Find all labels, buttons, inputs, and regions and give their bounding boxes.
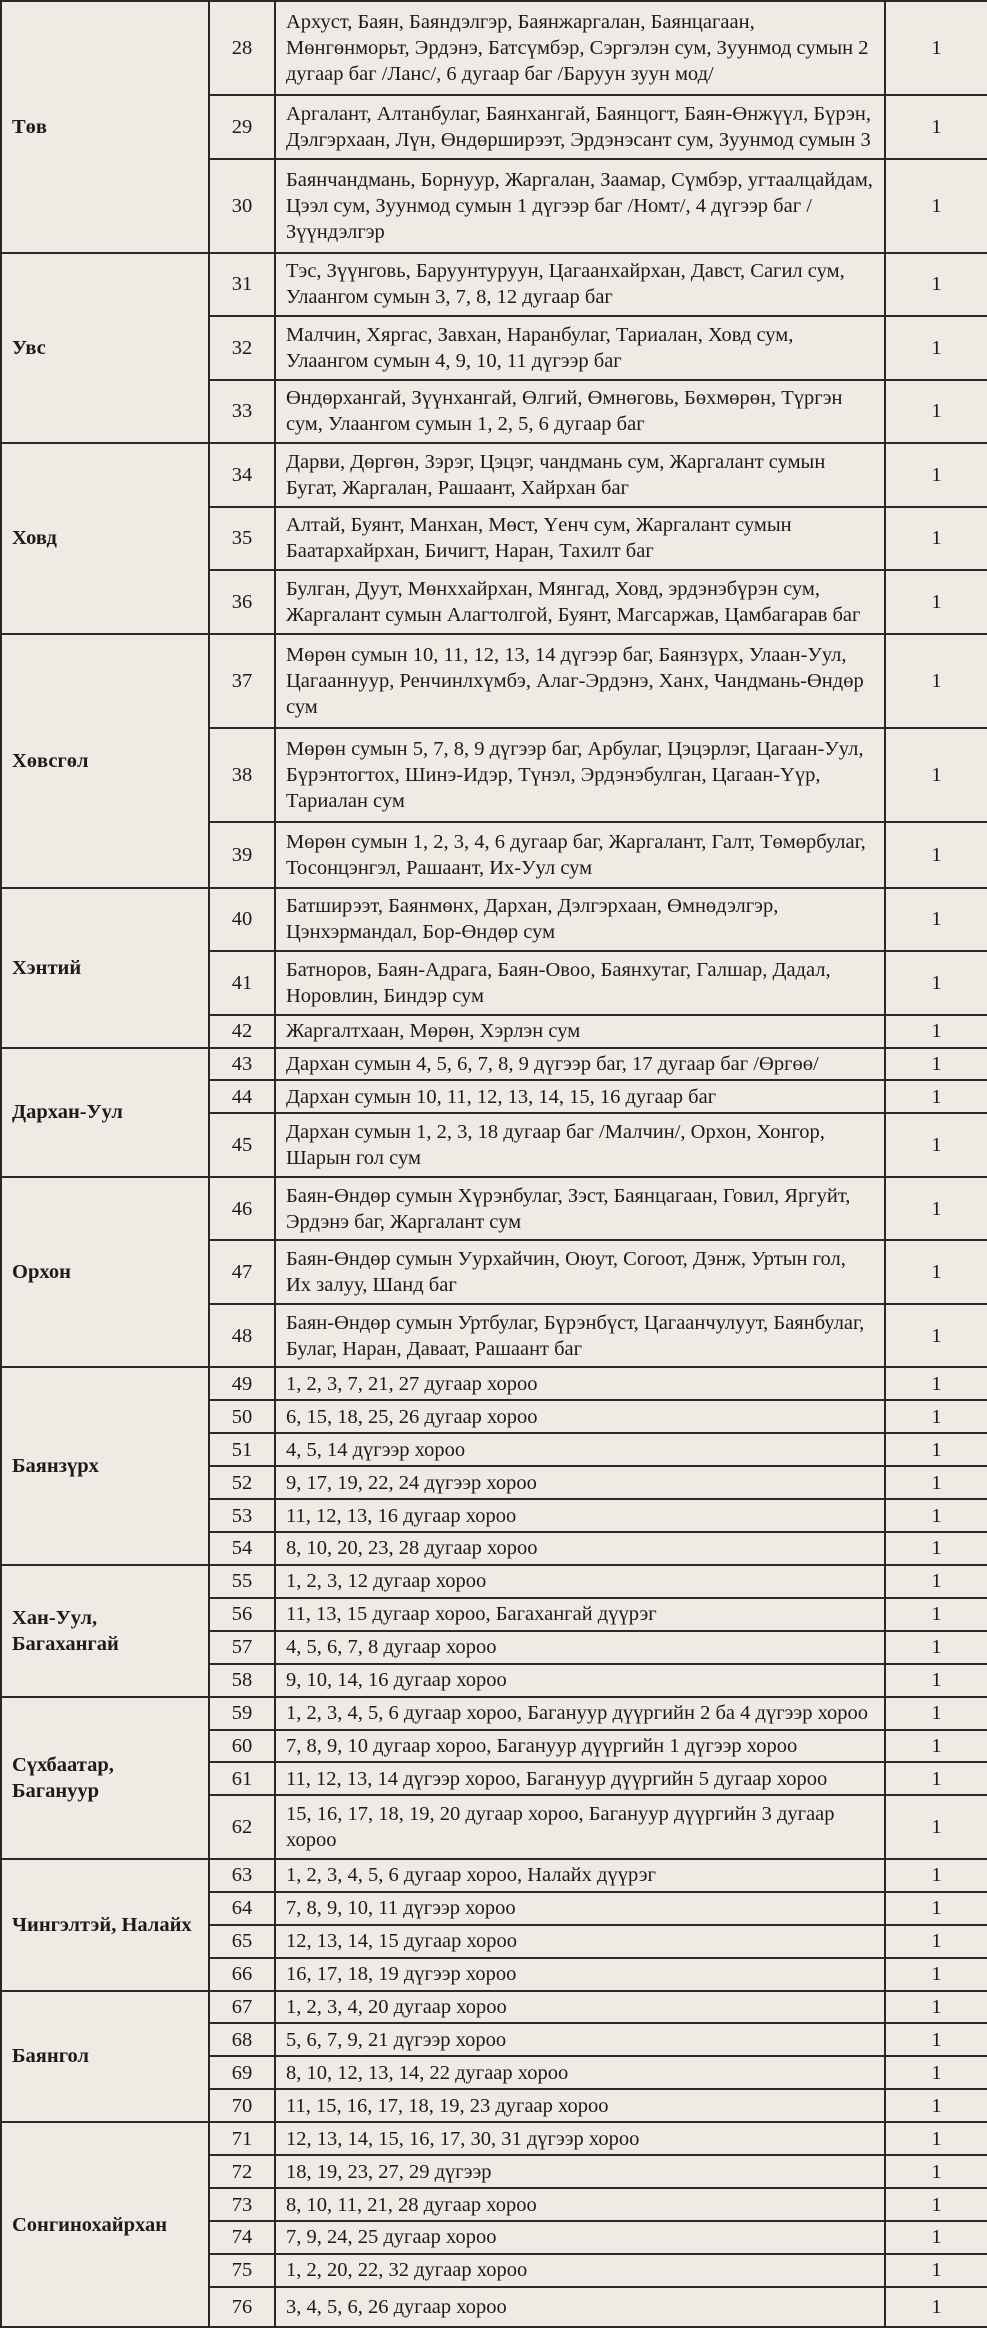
constituency-number-cell: 59	[209, 1697, 275, 1730]
seat-count-cell: 1	[885, 1762, 987, 1795]
area-description-cell: 1, 2, 3, 4, 20 дугаар хороо	[275, 1991, 885, 2024]
constituency-number-cell: 64	[209, 1892, 275, 1925]
area-description-cell: 11, 15, 16, 17, 18, 19, 23 дугаар хороо	[275, 2089, 885, 2122]
constituency-number-cell: 72	[209, 2155, 275, 2188]
area-description-cell: 12, 13, 14, 15, 16, 17, 30, 31 дүгээр хороо	[275, 2122, 885, 2155]
seat-count-cell: 1	[885, 1598, 987, 1631]
seat-count-cell: 1	[885, 253, 987, 317]
area-description-cell: 15, 16, 17, 18, 19, 20 дугаар хороо, Багануур дүүргийн 3 дугаар хороо	[275, 1795, 885, 1859]
area-description-cell: Баян-Өндөр сумын Уурхайчин, Оюут, Согоот, Дэнж, Уртын гол, Их залуу, Шанд баг	[275, 1240, 885, 1304]
seat-count-cell: 1	[885, 159, 987, 253]
area-description-cell: Дархан сумын 1, 2, 3, 18 дугаар баг /Малчин/, Орхон, Хонгор, Шарын гол сум	[275, 1113, 885, 1177]
seat-count-cell: 1	[885, 1730, 987, 1763]
seat-count-cell: 1	[885, 380, 987, 444]
area-description-cell: 1, 2, 3, 4, 5, 6 дугаар хороо, Налайх дүүрэг	[275, 1859, 885, 1892]
seat-count-cell: 1	[885, 1433, 987, 1466]
constituency-number-cell: 74	[209, 2221, 275, 2254]
area-description-cell: 9, 17, 19, 22, 24 дүгээр хороо	[275, 1466, 885, 1499]
seat-count-cell: 1	[885, 1697, 987, 1730]
constituency-number-cell: 57	[209, 1631, 275, 1664]
seat-count-cell: 1	[885, 570, 987, 634]
seat-count-cell: 1	[885, 2155, 987, 2188]
constituency-number-cell: 65	[209, 1925, 275, 1958]
area-description-cell: 4, 5, 14 дүгээр хороо	[275, 1433, 885, 1466]
area-description-cell: Батширээт, Баянмөнх, Дархан, Дэлгэрхаан, Өмнөдэлгэр, Цэнхэрмандал, Бор-Өндөр сум	[275, 888, 885, 952]
constituency-number-cell: 56	[209, 1598, 275, 1631]
area-description-cell: 7, 8, 9, 10 дугаар хороо, Багануур дүүргийн 1 дүгээр хороо	[275, 1730, 885, 1763]
constituency-number-cell: 75	[209, 2254, 275, 2287]
seat-count-cell: 1	[885, 1499, 987, 1532]
aimag-name-cell: Дархан-Уул	[1, 1048, 209, 1177]
constituency-number-cell: 47	[209, 1240, 275, 1304]
constituency-number-cell: 49	[209, 1367, 275, 1400]
constituency-number-cell: 68	[209, 2023, 275, 2056]
constituency-number-cell: 42	[209, 1015, 275, 1048]
seat-count-cell: 1	[885, 1565, 987, 1598]
constituency-number-cell: 76	[209, 2287, 275, 2327]
table-row	[1, 2122, 987, 2155]
constituency-number-cell: 52	[209, 1466, 275, 1499]
constituency-number-cell: 37	[209, 634, 275, 728]
area-description-cell: Малчин, Хяргас, Завхан, Наранбулаг, Тариалан, Ховд сум, Улаангом сумын 4, 9, 10, 11 дүгээр баг	[275, 316, 885, 380]
table-row	[1, 253, 987, 317]
area-description-cell: 12, 13, 14, 15 дугаар хороо	[275, 1925, 885, 1958]
constituency-number-cell: 39	[209, 822, 275, 888]
area-description-cell: 3, 4, 5, 6, 26 дугаар хороо	[275, 2287, 885, 2327]
table-row	[1, 1991, 987, 2024]
area-description-cell: Жаргалтхаан, Мөрөн, Хэрлэн сум	[275, 1015, 885, 1048]
constituency-number-cell: 31	[209, 253, 275, 317]
area-description-cell: 7, 8, 9, 10, 11 дүгээр хороо	[275, 1892, 885, 1925]
seat-count-cell: 1	[885, 1958, 987, 1991]
constituency-number-cell: 38	[209, 728, 275, 822]
seat-count-cell: 1	[885, 2089, 987, 2122]
area-description-cell: Мөрөн сумын 10, 11, 12, 13, 14 дүгээр баг, Баянзүрх, Улаан-Уул, Цагааннуур, Ренчинлхүмбэ, Алаг-Эрдэнэ, Ханх, Чандмань-Өндөр сум	[275, 634, 885, 728]
seat-count-cell: 1	[885, 1892, 987, 1925]
seat-count-cell: 1	[885, 1367, 987, 1400]
aimag-name-cell: Сонгинохайрхан	[1, 2122, 209, 2327]
area-description-cell: 4, 5, 6, 7, 8 дугаар хороо	[275, 1631, 885, 1664]
aimag-name-cell: Хөвсгөл	[1, 634, 209, 888]
aimag-name-cell: Баянзүрх	[1, 1367, 209, 1565]
area-description-cell: Баянчандмань, Борнуур, Жаргалан, Заамар, Сүмбэр, угтаалцайдам, Цээл сум, Зуунмод сумын 1 дүгээр баг /Номт/, 4 дүгээр баг / Зүүндэлгэр	[275, 159, 885, 253]
constituency-number-cell: 43	[209, 1048, 275, 1081]
area-description-cell: Дархан сумын 4, 5, 6, 7, 8, 9 дүгээр баг, 17 дугаар баг /Өргөө/	[275, 1048, 885, 1081]
area-description-cell: 8, 10, 12, 13, 14, 22 дугаар хороо	[275, 2056, 885, 2089]
seat-count-cell: 1	[885, 1925, 987, 1958]
table-row	[1, 1565, 987, 1598]
area-description-cell: 1, 2, 3, 4, 5, 6 дугаар хороо, Багануур дүүргийн 2 ба 4 дүгээр хороо	[275, 1697, 885, 1730]
constituency-number-cell: 28	[209, 1, 275, 95]
seat-count-cell: 1	[885, 1466, 987, 1499]
constituency-number-cell: 36	[209, 570, 275, 634]
area-description-cell: Тэс, Зүүнговь, Баруунтуруун, Цагаанхайрхан, Давст, Сагил сум, Улаангом сумын 3, 7, 8, 12 дугаар баг	[275, 253, 885, 317]
constituency-number-cell: 58	[209, 1664, 275, 1697]
seat-count-cell: 1	[885, 728, 987, 822]
seat-count-cell: 1	[885, 443, 987, 507]
seat-count-cell: 1	[885, 1015, 987, 1048]
seat-count-cell: 1	[885, 1991, 987, 2024]
constituency-number-cell: 30	[209, 159, 275, 253]
seat-count-cell: 1	[885, 1664, 987, 1697]
seat-count-cell: 1	[885, 2188, 987, 2221]
constituency-number-cell: 67	[209, 1991, 275, 2024]
area-description-cell: 1, 2, 3, 7, 21, 27 дугаар хороо	[275, 1367, 885, 1400]
seat-count-cell: 1	[885, 822, 987, 888]
area-description-cell: 11, 13, 15 дугаар хороо, Багахангай дүүрэг	[275, 1598, 885, 1631]
seat-count-cell: 1	[885, 316, 987, 380]
table-body	[1, 1, 987, 2327]
constituency-number-cell: 33	[209, 380, 275, 444]
area-description-cell: 8, 10, 20, 23, 28 дугаар хороо	[275, 1532, 885, 1565]
table-row	[1, 443, 987, 507]
area-description-cell: 8, 10, 11, 21, 28 дугаар хороо	[275, 2188, 885, 2221]
aimag-name-cell: Баянгол	[1, 1991, 209, 2123]
area-description-cell: Мөрөн сумын 1, 2, 3, 4, 6 дугаар баг, Жаргалант, Галт, Төмөрбулаг, Тосонцэнгэл, Рашаант, Их-Уул сум	[275, 822, 885, 888]
seat-count-cell: 1	[885, 1113, 987, 1177]
constituency-number-cell: 73	[209, 2188, 275, 2221]
area-description-cell: Булган, Дуут, Мөнххайрхан, Мянгад, Ховд, эрдэнэбүрэн сум, Жаргалант сумын Алагтолгой, Буянт, Магсаржав, Цамбагарав баг	[275, 570, 885, 634]
area-description-cell: 11, 12, 13, 14 дүгээр хороо, Багануур дүүргийн 5 дугаар хороо	[275, 1762, 885, 1795]
constituency-number-cell: 45	[209, 1113, 275, 1177]
seat-count-cell: 1	[885, 1304, 987, 1368]
aimag-name-cell: Хэнтий	[1, 888, 209, 1048]
constituency-number-cell: 51	[209, 1433, 275, 1466]
seat-count-cell: 1	[885, 1240, 987, 1304]
constituency-number-cell: 48	[209, 1304, 275, 1368]
constituency-number-cell: 44	[209, 1080, 275, 1113]
table-row	[1, 888, 987, 952]
aimag-name-cell: Төв	[1, 1, 209, 253]
seat-count-cell: 1	[885, 888, 987, 952]
area-description-cell: 16, 17, 18, 19 дүгээр хороо	[275, 1958, 885, 1991]
area-description-cell: Аргалант, Алтанбулаг, Баянхангай, Баянцогт, Баян-Өнжүүл, Бүрэн, Дэлгэрхаан, Лүн, Өндөрширээт, Эрдэнэсант сум, Зуунмод сумын 3	[275, 95, 885, 159]
constituency-number-cell: 46	[209, 1177, 275, 1241]
seat-count-cell: 1	[885, 1080, 987, 1113]
seat-count-cell: 1	[885, 1400, 987, 1433]
area-description-cell: 5, 6, 7, 9, 21 дүгээр хороо	[275, 2023, 885, 2056]
area-description-cell: 9, 10, 14, 16 дугаар хороо	[275, 1664, 885, 1697]
area-description-cell: 18, 19, 23, 27, 29 дүгээр	[275, 2155, 885, 2188]
seat-count-cell: 1	[885, 1795, 987, 1859]
area-description-cell: Дарви, Дөргөн, Зэрэг, Цэцэг, чандмань сум, Жаргалант сумын Бугат, Жаргалан, Рашаант, Хайрхан баг	[275, 443, 885, 507]
seat-count-cell: 1	[885, 2254, 987, 2287]
aimag-name-cell: Увс	[1, 253, 209, 444]
area-description-cell: 6, 15, 18, 25, 26 дугаар хороо	[275, 1400, 885, 1433]
area-description-cell: 7, 9, 24, 25 дугаар хороо	[275, 2221, 885, 2254]
seat-count-cell: 1	[885, 95, 987, 159]
seat-count-cell: 1	[885, 1048, 987, 1081]
constituency-number-cell: 69	[209, 2056, 275, 2089]
seat-count-cell: 1	[885, 2287, 987, 2327]
aimag-name-cell: Хан-Уул, Багахангай	[1, 1565, 209, 1697]
table-row	[1, 1859, 987, 1892]
area-description-cell: Алтай, Буянт, Манхан, Мөст, Үенч сум, Жаргалант сумын Баатархайрхан, Бичигт, Наран, Тахилт баг	[275, 507, 885, 571]
seat-count-cell: 1	[885, 2023, 987, 2056]
aimag-name-cell: Сүхбаатар, Багануур	[1, 1697, 209, 1859]
seat-count-cell: 1	[885, 1631, 987, 1664]
area-description-cell: 1, 2, 20, 22, 32 дугаар хороо	[275, 2254, 885, 2287]
constituency-number-cell: 70	[209, 2089, 275, 2122]
seat-count-cell: 1	[885, 1, 987, 95]
constituency-number-cell: 50	[209, 1400, 275, 1433]
constituency-number-cell: 61	[209, 1762, 275, 1795]
seat-count-cell: 1	[885, 951, 987, 1015]
constituency-number-cell: 53	[209, 1499, 275, 1532]
aimag-name-cell: Орхон	[1, 1177, 209, 1368]
constituency-number-cell: 66	[209, 1958, 275, 1991]
constituency-number-cell: 29	[209, 95, 275, 159]
area-description-cell: 11, 12, 13, 16 дугаар хороо	[275, 1499, 885, 1532]
area-description-cell: Өндөрхангай, Зүүнхангай, Өлгий, Өмнөговь, Бөхмөрөн, Түргэн сум, Улаангом сумын 1, 2, 5, 6 дугаар баг	[275, 380, 885, 444]
constituency-number-cell: 71	[209, 2122, 275, 2155]
table-row	[1, 1, 987, 95]
table-row	[1, 634, 987, 728]
constituency-number-cell: 54	[209, 1532, 275, 1565]
constituency-number-cell: 63	[209, 1859, 275, 1892]
constituency-number-cell: 55	[209, 1565, 275, 1598]
aimag-name-cell: Ховд	[1, 443, 209, 634]
constituency-number-cell: 34	[209, 443, 275, 507]
seat-count-cell: 1	[885, 1859, 987, 1892]
area-description-cell: Архуст, Баян, Баяндэлгэр, Баянжаргалан, Баянцагаан, Мөнгөнморьт, Эрдэнэ, Батсүмбэр, Сэргэлэн сум, Зуунмод сумын 2 дугаар баг /Ланс/, 6 дугаар баг /Баруун зуун мод/	[275, 1, 885, 95]
aimag-name-cell: Чингэлтэй, Налайх	[1, 1859, 209, 1991]
constituency-number-cell: 60	[209, 1730, 275, 1763]
table-row	[1, 1697, 987, 1730]
constituency-number-cell: 40	[209, 888, 275, 952]
area-description-cell: Батноров, Баян-Адрага, Баян-Овоо, Баянхутаг, Галшар, Дадал, Норовлин, Биндэр сум	[275, 951, 885, 1015]
constituency-number-cell: 35	[209, 507, 275, 571]
area-description-cell: Дархан сумын 10, 11, 12, 13, 14, 15, 16 дугаар баг	[275, 1080, 885, 1113]
seat-count-cell: 1	[885, 1177, 987, 1241]
constituency-number-cell: 41	[209, 951, 275, 1015]
constituency-number-cell: 32	[209, 316, 275, 380]
area-description-cell: Мөрөн сумын 5, 7, 8, 9 дүгээр баг, Арбулаг, Цэцэрлэг, Цагаан-Уул, Бүрэнтогтох, Шинэ-Идэр, Түнэл, Эрдэнэбулган, Цагаан-Үүр, Тариалан сум	[275, 728, 885, 822]
seat-count-cell: 1	[885, 2056, 987, 2089]
table-row	[1, 1367, 987, 1400]
constituency-number-cell: 62	[209, 1795, 275, 1859]
area-description-cell: Баян-Өндөр сумын Уртбулаг, Бүрэнбүст, Цагаанчулуут, Баянбулаг, Булаг, Наран, Даваат, Рашаант баг	[275, 1304, 885, 1368]
seat-count-cell: 1	[885, 1532, 987, 1565]
area-description-cell: Баян-Өндөр сумын Хүрэнбулаг, Зэст, Баянцагаан, Говил, Яргуйт, Эрдэнэ баг, Жаргалант сум	[275, 1177, 885, 1241]
area-description-cell: 1, 2, 3, 12 дугаар хороо	[275, 1565, 885, 1598]
seat-count-cell: 1	[885, 2122, 987, 2155]
seat-count-cell: 1	[885, 2221, 987, 2254]
table-row	[1, 1048, 987, 1081]
table-row	[1, 1177, 987, 1241]
seat-count-cell: 1	[885, 507, 987, 571]
seat-count-cell: 1	[885, 634, 987, 728]
